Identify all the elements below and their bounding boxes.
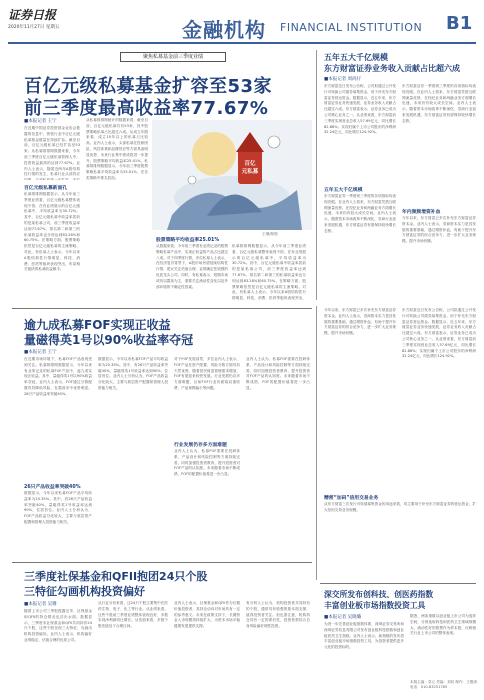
middle-subhead-1: 26只产品收益率突破40% xyxy=(24,485,81,490)
bottom-right-column-1: 为进一步完善创业板指数体系，深圳证券交易所和深圳证券信息有限公司发布创业板科技指数和创业板医药卫生指数。业内人士表示，新指数的发布将丰富创业板市场指数投资工具，为投资者提供更多元化的投资标的。 xyxy=(324,622,404,650)
right-column-6: 从东方财富三次发行可转债募集资金的用途来看，均主要用于补充东方财富证券的营运资金，扩大信用交易业务规模。 xyxy=(324,502,476,512)
dateline: 2020年11月27日 星期五 xyxy=(8,25,60,30)
lead-column-1: 在近期中国证券投资基金业协会披露的信息中，资管行业中百亿元级私募基金数量在持续扩容。截至目前，百亿元级私募已经扩容至53家。从私募排排网数据来看，今年前三季度百亿元级私募管理人中，投资收益最高的达到77.67%。业内人士表示，随着近两年A股结构性行情的发生，私募行业头部效应 xyxy=(24,126,80,177)
bottom-byline: ■本报记者 吴珊 xyxy=(24,602,57,607)
middle-headline-line2[interactable]: 量磁得英1号以90%收益率夺冠 xyxy=(24,333,194,347)
right-side-head: 精密“加码”信用交易业务 xyxy=(324,496,379,501)
section-title: 金融机构 xyxy=(182,18,266,42)
right-column-3: 今年以来，东方财富已多次补充东方财富证券资本金。业内人士表示，券商资本实力是其发展的重要基础，通过增资补血，有助于提升东方财富证券的综合竞争力，进一步扩大业务规模，提升市场份额。 xyxy=(402,216,476,244)
right-headline-line1[interactable]: 五年五大千亿规模 xyxy=(324,53,388,62)
lead-column-4: 私募排排网数据显示，从今年前三季度业绩看，百亿元级私募整体表现不俗，在有业绩展示的百亿元级私募中，平均收益率为30.72%。其中，百亿元级私募中收益率居前的是某私募公司，前三季度收益率达到77.67%，排名第二和第三的私募收益率也分别达到63.28%和60.75%。在策略方面，股票策略依然是百亿元级私募的主流策略。对此，有私募人士表示，今年以来A股结构性行情明显，科技、消费、医药等板块表现突出， xyxy=(232,244,306,301)
lead-headline-line2[interactable]: 前三季度最高收益率77.67% xyxy=(24,98,269,119)
bottom-column-2: 从行业分布来看，这24只个股主要集中在医药生物、电子、化工等行业。从业绩来看，这些个股前三季度业绩整体表现良好，多数实现净利润同比增长。从估值来看，多数个股估值处于合理区间。 xyxy=(98,601,168,629)
right-byline: ■本报记者 周尚仔 xyxy=(324,77,362,82)
bottom-column-3: 业内人士表示，社保基金和QFII作为长期价值投资者，其持仓动向对市场具有一定的参考意义。未来在政策支持下，长期资金入市规模将持续扩大，为资本市场平稳健康发展提供支撑。 xyxy=(174,601,240,629)
lead-subhead-2: 股票策略平均收益率25.01% xyxy=(156,238,220,243)
right-column-1: 东方财富近日发布公告称，公司拟通过公开发行可转换公司债券募集资金，用于补充东方财富证券营运资金。数据显示，近五年来，东方财富证券业务快速发展，证券业务收入贡献占比超过六成。东方财富表示，证券业务已成为公司核心业务之一。从业绩来看，东方财富前三季度实现营业总收入57.69亿元，同比增长82.86%；实现归属于上市公司股东的净利润32.24亿元，同比增长124.92%。 xyxy=(324,84,396,135)
right-column-4: 今年以来，东方财富已多次补充东方财富证券资本金。业内人士表示，券商资本实力是其发展的重要基础，通过增资补血，有助于提升东方财富证券的综合竞争力，进一步扩大业务规模，提升市场份额。 xyxy=(324,308,396,336)
lead-byline: ■本报记者 王宁 xyxy=(24,119,57,124)
right-subhead: 五年五大千亿规模 xyxy=(324,188,363,193)
middle-headline-line1[interactable]: 逾九成私募FOF实现正收益 xyxy=(24,318,171,332)
bottom-column-1: 随着上市公司三季报披露完毕，社保基金和QFII的持仓情况也浮出水面。数据显示，三季度末社保基金和QFII共同持有24只个股，这些个股呈现三大特征，勾画出机构投资偏好。业内人士表示，机构偏好业绩稳定、估值合理的优质公司。 xyxy=(24,609,92,642)
svg-text:元私募: 元私募 xyxy=(241,169,259,175)
bottom-headline-line1[interactable]: 三季度社保基金和QFII抱团24只个股 xyxy=(24,570,208,583)
middle-column-1b: 数据显示，今年以来私募FOF产品平均收益率为20.35%。其中，有26只产品收益率突破40%，量磁得英1号收益率达到90%，位居首位。业内人士分析认为，FOF产品收益分化较大，主要与底层资产配置和管理人投资能力相关。 xyxy=(24,491,92,524)
page-number: B1 xyxy=(446,13,473,34)
right-column-1b: 东方财富证券一季度到三季度的各项指标均表现亮眼。在业内人士看来，东方财富凭借互联网流量优势，在经纪业务和两融业务方面增长迅速，未来仍有较大成长空间。业内人士表示，随着资本市场改革不断深化，券商行业迎来发展机遇，东方财富证券有望保持较快增长态势。 xyxy=(324,194,396,233)
svg-text:百亿: 百亿 xyxy=(244,161,256,167)
lead-column-2: 从私募排排网统计的数据来看，截至目前，百亿元级私募共有53家，其中股票策略私募占比超过六成。从成立年限来看，成立10年以上的私募占比较高。业内人士表示，头部私募在投研团队、风控体系和品牌效应等方面具备明显优势，未来行业集中度或将进一步提升。股票策略平均收益率25.01%，私募排排网数据显示，今年前三季度股票策略私募平均收益率为25.01%，在各类策略中排名居前。 xyxy=(86,118,148,180)
right-subhead-2: 年内频频增资补血 xyxy=(402,210,441,215)
page-footer-credits: 本版主编：袁元 责编：刘钊 制作：王敬涛 电话：010-83251785 xyxy=(410,680,477,689)
middle-byline: ■本报记者 王宁 xyxy=(24,350,57,355)
bottom-right-headline-line1[interactable]: 深交所发布创科技、创医药指数 xyxy=(324,590,434,599)
lead-column-3: 从数据来看，今年前三季度有业绩记录的股票策略私募产品中，实现正收益的产品占比超过八成。对于四季度行情，多位私募人士表示，在经济复苏背景下，A股市场有望延续结构性行情，建议关注估值合理、业绩确定性较强的优质龙头公司。同时，有私募表示，短期市场或仍以震荡为主，需要关注流动性变化以及外部环境的不确定性因素。 xyxy=(156,244,228,289)
section-divider xyxy=(12,308,312,309)
lead-illustration xyxy=(152,120,312,230)
lead-subhead-1: 百亿元级私募新面孔 xyxy=(24,186,68,191)
middle-column-2: 数据显示，今年以来私募FOF产品平均收益率为20.35%。其中，有26只产品收益率突破40%，量磁得英1号收益率达到90%，位居首位。业内人士分析认为，FOF产品收益分化较大，主要与底层资产配置和管理人投资能力相关。 xyxy=(98,357,168,390)
bottom-right-byline: ■本报记者 吴晓璐 xyxy=(324,615,362,620)
right-headline-line2[interactable]: 东方财富证券业务收入贡献占比超六成 xyxy=(324,64,460,73)
newspaper-logo: 证券日报 xyxy=(8,8,57,22)
column-divider-2 xyxy=(316,306,317,580)
masthead xyxy=(0,0,484,46)
lead-headline-line1[interactable]: 百亿元级私募基金扩容至53家 xyxy=(24,76,273,97)
middle-column-3b: 业内人士认为，私募FOF需要在投研体系、产品设计和风险控制等方面持续完善，同时加强投资者教育，提升投资者对FOF产品的认知度。未来随着市场不断成熟，FOF的配置价值将进一步凸显。 xyxy=(174,449,240,477)
bottom-headline-line2[interactable]: 三特征勾画机构投资偏好 xyxy=(24,585,145,598)
lead-kicker: 聚焦私募基金前三季度业绩 xyxy=(120,52,226,62)
bottom-right-headline-line2[interactable]: 丰富创业板市场指数投资工具 xyxy=(324,601,426,610)
right-column-5: 东方财富近日发布公告称，公司拟通过公开发行可转换公司债券募集资金，用于补充东方财富证券营运资金。数据显示，近五年来，东方财富证券业务快速发展，证券业务收入贡献占比超过六成。东方财富表示，证券业务已成为公司核心业务之一。从业绩来看，东方财富前三季度实现营业总收入57.69亿元，同比增长82.86%；实现归属于上市公司股东的净利润32.24亿元，同比增长124.92%。 xyxy=(402,308,476,359)
bottom-right-column-2: 据悉，两条指数以创业板上市公司为选样空间，分别选取科技和医药卫生领域规模大、流动性好的股票作为样本股，反映相关行业上市公司的整体表现。 xyxy=(410,614,476,636)
header-rule xyxy=(8,42,476,44)
right-column-2: 东方财富证券一季度到三季度的各项指标均表现亮眼。在业内人士看来，东方财富凭借互联网流量优势，在经纪业务和两融业务方面增长迅速，未来仍有较大成长空间。业内人士表示，随着资本市场改革不断深化，券商行业迎来发展机遇，东方财富证券有望保持较快增长态势。 xyxy=(402,84,476,123)
middle-column-1: 在近期市场环境下，私募FOF产品表现受到关注。私募排排网数据显示，今年以来有业绩记录的私募FOF产品中，逾九成实现正收益。其中，量磁得英1号以90%收益率夺冠。业内人士表示，FOF通过分散配置有效降低风险，在震荡市中优势明显。26只产品收益率突破40%。 xyxy=(24,357,92,396)
lead-column-1b: 私募排排网数据显示，从今年前三季度业绩看，百亿元级私募整体表现不俗，在有业绩展示的百亿元级私募中，平均收益率为30.72%。其中，百亿元级私募中收益率居前的是某私募公司，前三季度收益率达到77.67%，排名第二和第三的私募收益率也分别达到63.28%和60.75%。在策略方面，股票策略依然是百亿元级私募的主流策略。对此，有私募人士表示，今年以来A股结构性行情明显，科技、消费、医药等板块表现突出，布局相关板块的私募收益颇丰。 xyxy=(24,192,80,272)
bottom-column-4: 有分析人士认为，机构投资者共同持有的个股，通常具有较强的基本面支撑，值得投资者关注。但也需注意，机构持仓具有一定的滞后性，投资者需结合自身风险偏好理性投资。 xyxy=(246,601,310,629)
section-divider-3 xyxy=(320,583,476,584)
middle-column-4: 业内人士认为，私募FOF需要在投研体系、产品设计和风险控制等方面持续完善，同时加强投资者教育，提升投资者对FOF产品的认知度。未来随着市场不断成熟，FOF的配置价值将进一步凸显。 xyxy=(246,357,310,390)
middle-subhead-2: 行业发展仍存多方面难题 xyxy=(174,443,227,448)
section-divider-2 xyxy=(12,562,312,563)
section-title-en: FINANCIAL INSTITUTION xyxy=(280,21,423,34)
column-divider xyxy=(316,50,317,300)
middle-column-3: 对于FOF发展前景，多位业内人士表示，FOF产品在资产配置、风险分散方面具有天然优势，随着居民财富管理需求增加，FOF有望迎来较快发展。行业发展仍存多方面难题，目前FOF行业仍面临双重收费、产品规模偏小等问题。 xyxy=(174,357,240,390)
graphic-credit: 王琳/制图 xyxy=(262,232,278,236)
